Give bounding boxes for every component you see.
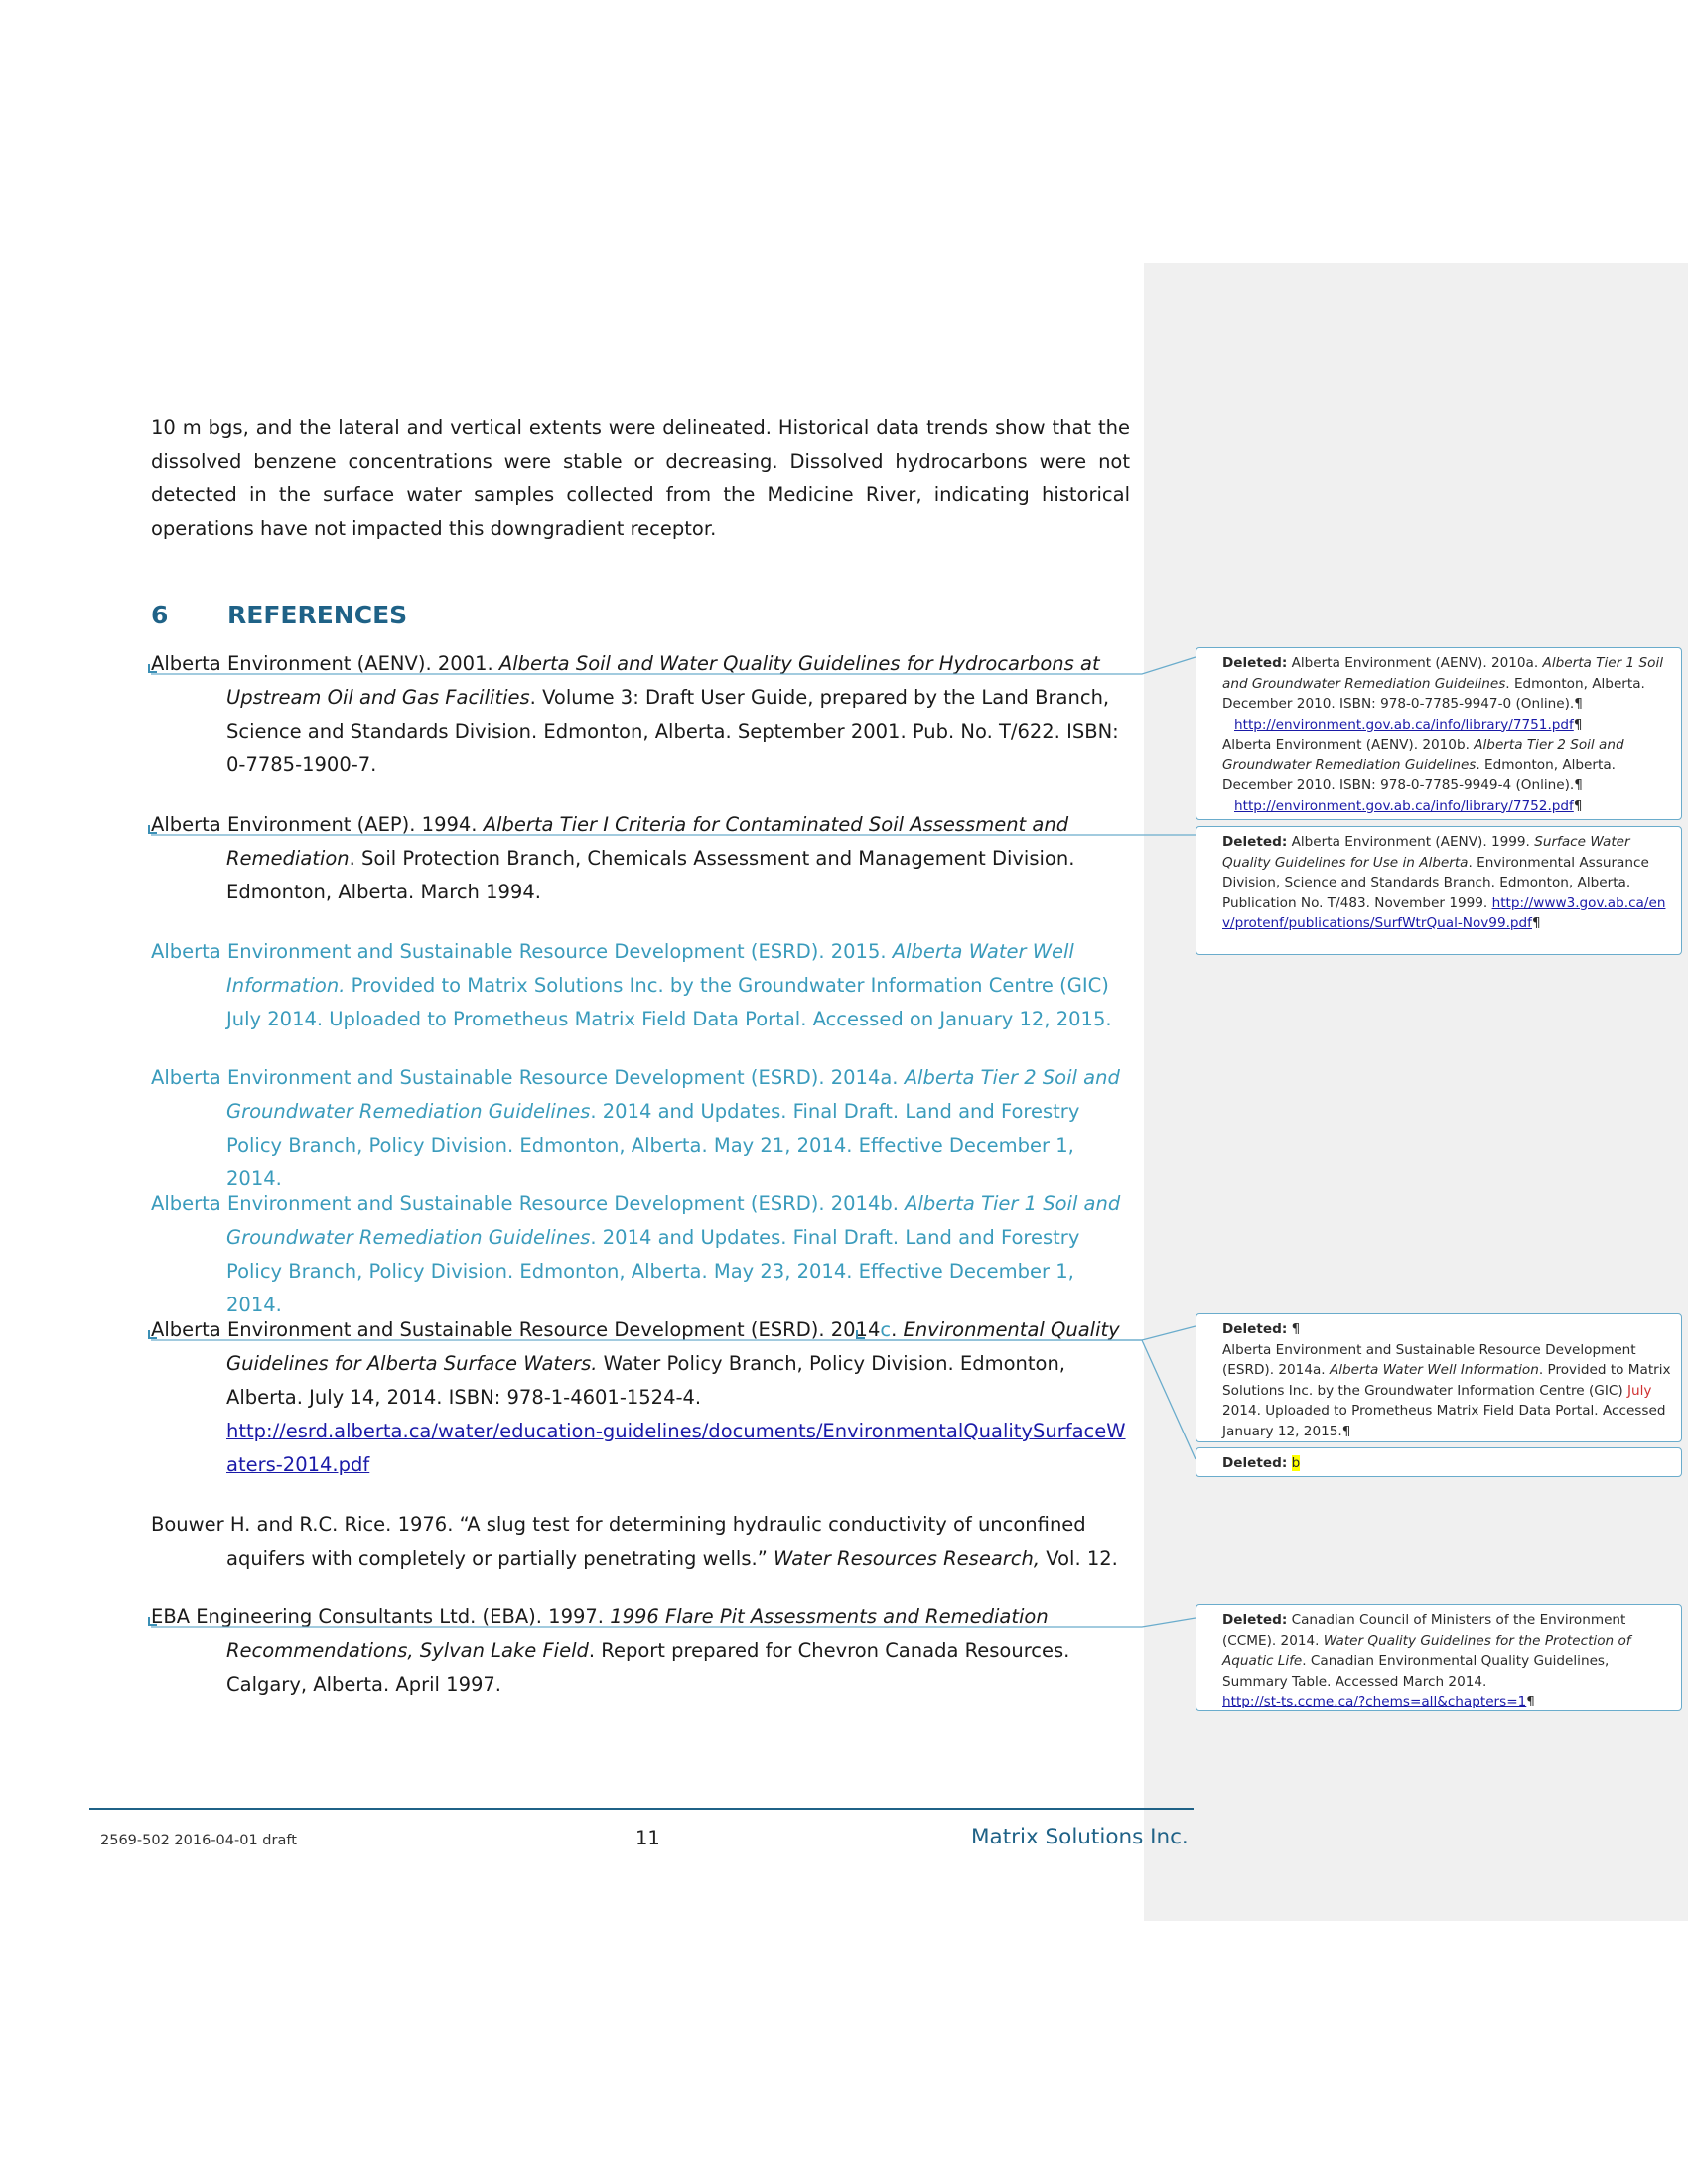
deleted-comment[interactable]: Deleted: Canadian Council of Ministers of the Environment (CCME). 2014. Water Quality Guidelines for the Protection of Aquatic Life. Canadian Environmental Quality Guidelines, Summary Table. Accessed March 2014. http://st-ts.ccme.ca/?chems=all&chapters=1¶ [1196, 1604, 1682, 1711]
footer-company: Matrix Solutions Inc. [971, 1825, 1189, 1849]
reference-item: EBA Engineering Consultants Ltd. (EBA). 1997. 1996 Flare Pit Assessments and Remediation Recommendations, Sylvan Lake Field. Report prepared for Chevron Canada Resources. Calgary, Alberta. April 1997. [151, 1605, 1070, 1696]
reference-item: Alberta Environment (AENV). 2001. Alberta Soil and Water Quality Guidelines for Hydrocarbons at Upstream Oil and Gas Facilities. Volume 3: Draft User Guide, prepared by the Land Branch, Science and Standards Division. Edmonton, Alberta. September 2001. Pub. No. T/622. ISBN: 0-7785-1900-7. [151, 652, 1119, 776]
comment-link[interactable]: http://st-ts.ccme.ca/?chems=all&chapters=1 [1222, 1694, 1527, 1709]
footer-page-number: 11 [635, 1827, 660, 1849]
reference-item: Bouwer H. and R.C. Rice. 1976. “A slug test for determining hydraulic conductivity of unconfined aquifers with completely or partially penetrating wells.” Water Resources Research, Vol. 12. [151, 1513, 1118, 1570]
comment-anchor-icon[interactable] [148, 664, 157, 673]
deleted-comment[interactable]: Deleted: b [1196, 1447, 1682, 1477]
reference-item-inserted: Alberta Environment and Sustainable Resource Development (ESRD). 2015. Alberta Water Well Information. Provided to Matrix Solutions Inc. by the Groundwater Information Centre (GIC) July 2014. Uploaded to Prometheus Matrix Field Data Portal. Accessed on January 12, 2015. [151, 940, 1112, 1030]
comment-link[interactable]: http://environment.gov.ab.ca/info/library/7752.pdf [1234, 797, 1574, 814]
section-number: 6 [151, 601, 169, 629]
footer-doc-id: 2569-502 2016-04-01 draft [100, 1833, 297, 1848]
footer-rule [89, 1808, 1194, 1810]
section-heading [151, 599, 407, 632]
comment-anchor-icon[interactable] [148, 825, 157, 834]
reference-link[interactable]: http://esrd.alberta.ca/water/education-guidelines/documents/EnvironmentalQualitySurfaceWaters-2014.pdf [226, 1420, 1126, 1476]
comment-anchor-icon[interactable] [856, 1330, 865, 1339]
reference-item-inserted: Alberta Environment and Sustainable Resource Development (ESRD). 2014a. Alberta Tier 2 Soil and Groundwater Remediation Guidelines. 2014 and Updates. Final Draft. Land and Forestry Policy Branch, Policy Division. Edmonton, Alberta. May 21, 2014. Effective December 1, 2014. [151, 1066, 1120, 1190]
deleted-comment[interactable]: Deleted: Alberta Environment (AENV). 1999. Surface Water Quality Guidelines for Use in Alberta. Environmental Assurance Division, Science and Standards Branch. Edmonton, Alberta. Publication No. T/483. November 1999. http://www3.gov.ab.ca/env/protenf/publications/SurfWtrQual-Nov99.pdf¶ [1196, 826, 1682, 955]
comment-link[interactable]: http://environment.gov.ab.ca/info/library/7751.pdf [1234, 716, 1574, 733]
section-title: REFERENCES [227, 601, 408, 629]
comment-anchor-icon[interactable] [148, 1617, 157, 1626]
reference-item: Alberta Environment (AEP). 1994. Alberta Tier I Criteria for Contaminated Soil Assessment and Remediation. Soil Protection Branch, Chemicals Assessment and Management Division. Edmonton, Alberta. March 1994. [151, 813, 1075, 903]
comment-anchor-icon[interactable] [148, 1330, 157, 1339]
deleted-comment[interactable]: Deleted: ¶ Alberta Environment and Sustainable Resource Development (ESRD). 2014a. Alberta Water Well Information. Provided to Matrix Solutions Inc. by the Groundwater Information Centre (GIC) July 2014. Uploaded to Prometheus Matrix Field Data Portal. Accessed January 12, 2015.¶ [1196, 1313, 1682, 1442]
deleted-comment[interactable]: Deleted: Alberta Environment (AENV). 2010a. Alberta Tier 1 Soil and Groundwater Remediation Guidelines. Edmonton, Alberta. December 2010. ISBN: 978-0-7785-9947-0 (Online).¶ http://environment.gov.ab.ca/info/library/7751.pdf¶ Alberta Environment (AENV). 2010b. Alberta Tier 2 Soil and Groundwater Remediation Guidelines. Edmonton, Alberta. December 2010. ISBN: 978-0-7785-9949-4 (Online).¶ http://environment.gov.ab.ca/info/library/7752.pdf¶ [1196, 647, 1682, 820]
comment-link[interactable]: http://www3.gov.ab.ca/env/protenf/publications/SurfWtrQual-Nov99.pdf [1222, 894, 1666, 931]
inserted-char: c [880, 1318, 892, 1341]
body-paragraph: 10 m bgs, and the lateral and vertical extents were delineated. Historical data trends show that the dissolved benzene concentrations were stable or decreasing. Dissolved hydrocarbons were not detected in the surface water samples collected from the Medicine River, indicating historical operations have not impacted this downgradient receptor. [151, 416, 1130, 540]
reference-item: Alberta Environment and Sustainable Resource Development (ESRD). 2014c. Environmental Quality Guidelines for Alberta Surface Waters. Water Policy Branch, Policy Division. Edmonton, Alberta. July 14, 2014. ISBN: 978-1-4601-1524-4. http://esrd.alberta.ca/water/education-guidelines/documents/EnvironmentalQualitySurfaceWaters-2014.pdf [151, 1313, 1129, 1482]
reference-item-inserted: Alberta Environment and Sustainable Resource Development (ESRD). 2014b. Alberta Tier 1 Soil and Groundwater Remediation Guidelines. 2014 and Updates. Final Draft. Land and Forestry Policy Branch, Policy Division. Edmonton, Alberta. May 23, 2014. Effective December 1, 2014. [151, 1192, 1121, 1316]
